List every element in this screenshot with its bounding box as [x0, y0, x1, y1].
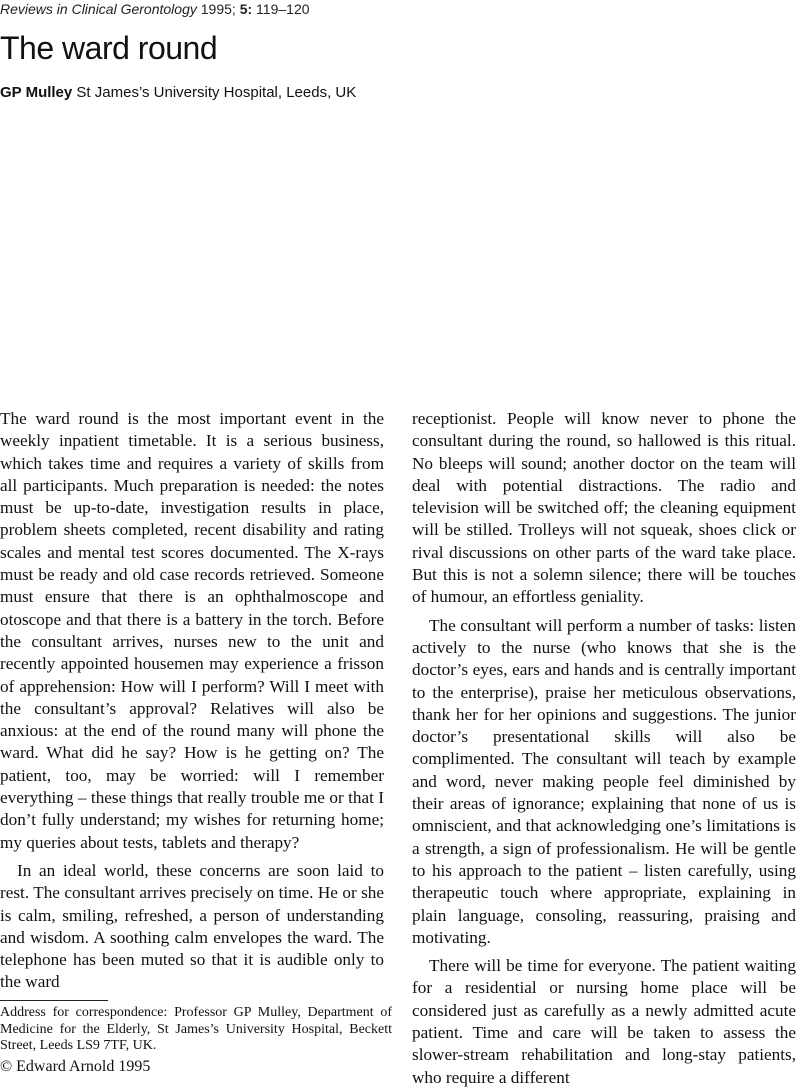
body-paragraph: The consultant will perform a number of tasks: listen actively to the nurse (who knows that she is the doctor’s eyes, ears and hands and is centrally important to the enterprise), praise her meticulous observations, thank her for her opinions and suggestions. The junior doctor’s presentational skills will also be complimented. The consultant will teach by example and word, never making people feel diminished by their areas of ignorance; explaining that none of us is omniscient, and that acknowledging one’s limitations is a strength, a sign of professionalism. He will be gentle to his approach to the patient – listen carefully, using therapeutic touch where appropriate, explaining in plain language, consoling, reassuring, praising and motivating. [412, 615, 796, 947]
correspondence-footnote: Address for correspondence: Professor GP Mulley, Department of Medicine for the Elderly, St James’s University Hospital, Beckett Street, Leeds LS9 7TF, UK. [0, 1005, 392, 1053]
body-paragraph: There will be time for everyone. The patient waiting for a residential or nursing home place will be considered just as carefully as a newly admitted acute patient. Time and care will be taken to assess the slower-stream rehabilitation and long-stay patients, who require a different [412, 956, 796, 1087]
author-affiliation: St James’s University Hospital, Leeds, UK [76, 84, 357, 101]
byline [0, 84, 356, 101]
article-title: The ward round [0, 30, 218, 66]
journal-title: Reviews in Clinical Gerontology [0, 1, 197, 17]
body-column-left [0, 408, 384, 994]
body-column-right [412, 408, 796, 1089]
body-paragraph: receptionist. People will know never to phone the consultant during the round, so hallowed is this ritual. No bleeps will sound; another doctor on the team will deal with potential distractions. The radio and television will be switched off; the cleaning equipment will be stilled. Trolleys will not squeak, shoes click or rival discussions on other parts of the ward take place. But this is not a solemn silence; there will be touches of humour, an effortless geniality. [412, 409, 796, 607]
footnote-divider [0, 1000, 108, 1001]
journal-volume: 5: [239, 1, 253, 17]
body-paragraph: The ward round is the most important event in the weekly inpatient timetable. It is a serious business, which takes time and requires a variety of skills from all participants. Much preparation is needed: the notes must be up-to-date, investigation results in place, problem sheets completed, recent disability and rating scales and mental test scores documented. The X-rays must be ready and old case records retrieved. Someone must ensure that there is an ophthalmoscope and otoscope and that there is a battery in the torch. Before the consultant arrives, nurses new to the unit and recently appointed housemen may experience a frisson of apprehension: How will I perform? Will I meet with the consultant’s approval? Relatives will also be anxious: at the end of the round many will phone the ward. What did he say? How is he getting on? The patient, too, may be worried: will I remember everything – these things that really trouble me or that I don’t fully understand; my wishes for returning home; my queries about tests, tablets and therapy? [0, 409, 384, 852]
author-name: GP Mulley [0, 84, 73, 101]
journal-citation [0, 1, 310, 17]
journal-pages: 119–120 [256, 1, 310, 17]
body-paragraph: In an ideal world, these concerns are soon laid to rest. The consultant arrives precisely on time. He or she is calm, smiling, refreshed, a person of understanding and wisdom. A soothing calm envelopes the ward. The telephone has been muted so that it is audible only to the ward [0, 860, 384, 992]
journal-year: 1995; [200, 1, 236, 17]
copyright-notice: © Edward Arnold 1995 [0, 1058, 151, 1075]
